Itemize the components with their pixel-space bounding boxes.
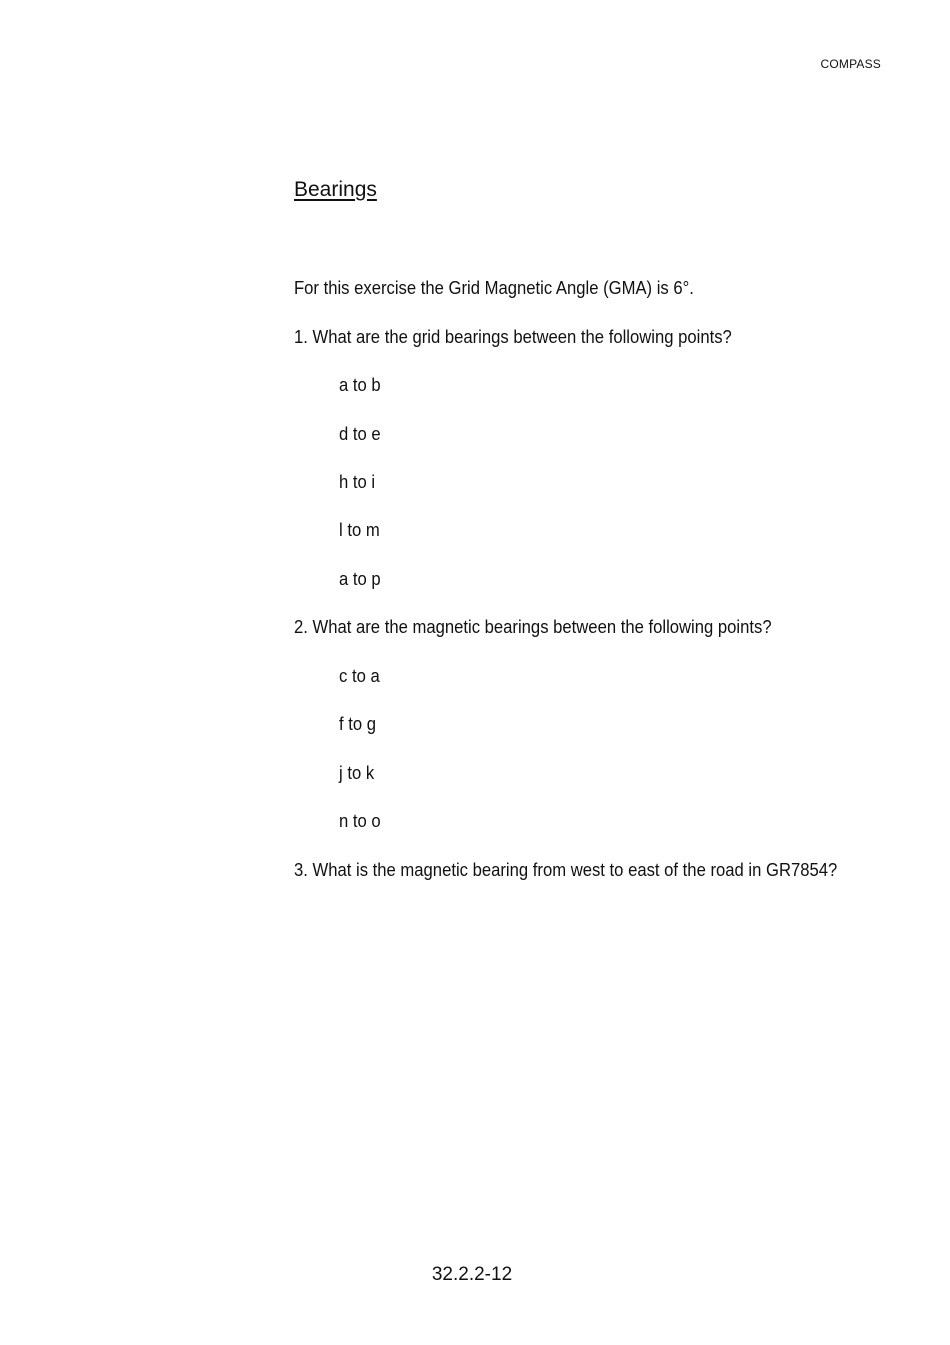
- question-1-item: a to p: [339, 568, 381, 589]
- question-2-item: f to g: [339, 713, 377, 734]
- question-2-item: c to a: [339, 665, 380, 686]
- question-2: 2. What are the magnetic bearings between the following points?: [294, 616, 772, 637]
- intro-text: For this exercise the Grid Magnetic Angle (GMA) is 6°.: [294, 277, 694, 298]
- question-1-item: l to m: [339, 519, 380, 540]
- question-1-item: h to i: [339, 471, 376, 492]
- question-1-item: a to b: [339, 374, 381, 395]
- page-header-label: COMPASS: [820, 57, 881, 71]
- question-3: 3. What is the magnetic bearing from west to east of the road in GR7854?: [294, 859, 838, 880]
- question-1: 1. What are the grid bearings between the following points?: [294, 326, 732, 347]
- question-2-item: j to k: [339, 762, 375, 783]
- question-1-item: d to e: [339, 423, 381, 444]
- question-2-item: n to o: [339, 810, 381, 831]
- page-title: Bearings: [294, 178, 377, 201]
- page-number: 32.2.2-12: [431, 1264, 513, 1285]
